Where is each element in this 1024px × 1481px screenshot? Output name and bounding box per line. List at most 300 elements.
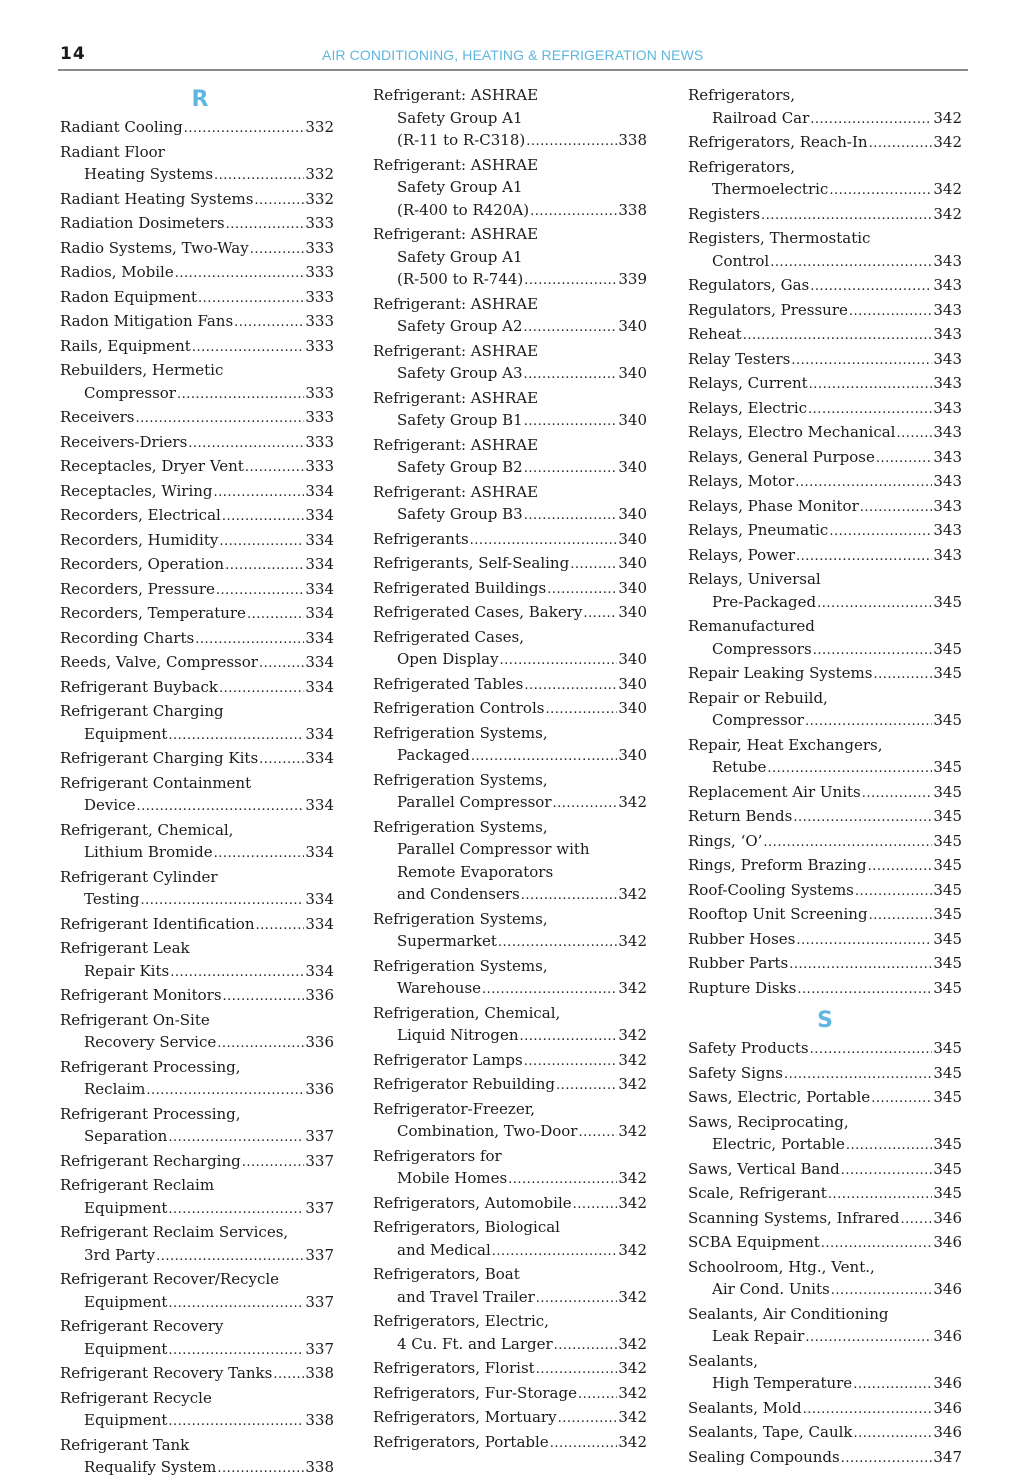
entry-text: Separation — [84, 1127, 168, 1145]
entry-leader-line — [373, 673, 647, 698]
entry-page-number: 334 — [305, 796, 334, 814]
dot-leader — [554, 1335, 618, 1358]
entry-text: Refrigerators, Automobile — [373, 1193, 572, 1212]
entry-text: Regulators, Gas — [688, 276, 810, 294]
entry-text: Refrigeration Systems, — [373, 817, 548, 836]
index-entry — [60, 1315, 334, 1362]
entry-page-number: 342 — [618, 1050, 647, 1069]
entry-leader-line — [60, 382, 334, 407]
dot-leader — [219, 531, 304, 554]
dot-leader — [550, 1433, 618, 1456]
entry-text: Refrigerator Rebuilding — [373, 1075, 555, 1093]
entry-list-col-3 — [688, 84, 962, 1001]
entry-leader-line — [373, 977, 647, 1002]
entry-text: 4 Cu. Ft. and Larger — [397, 1334, 553, 1353]
entry-leader-line — [60, 163, 334, 188]
entry-page-number: 343 — [933, 545, 962, 564]
entry-leader-line — [688, 1037, 962, 1062]
index-entry — [60, 1174, 334, 1221]
entry-text: Recorders, Electrical — [60, 506, 221, 524]
entry-page-number: 342 — [618, 1193, 647, 1212]
index-entry — [60, 1362, 334, 1387]
entry-page-number: 345 — [933, 807, 962, 825]
entry-leader-line — [60, 529, 334, 554]
entry-page-number: 333 — [305, 263, 334, 281]
entry-text: Rings, ‘O’ — [688, 831, 763, 850]
entry-page-number: 343 — [933, 300, 962, 319]
entry-page-number: 345 — [933, 1063, 962, 1082]
entry-text: Safety Signs — [688, 1063, 783, 1082]
dot-leader — [813, 640, 933, 663]
index-entry — [60, 819, 334, 866]
entry-text: Rubber Parts — [688, 954, 789, 972]
index-entry — [373, 387, 647, 434]
entry-text: Relays, Phase Monitor — [688, 496, 859, 515]
entry-text: Registers — [688, 204, 761, 223]
entry-leader-line — [373, 129, 647, 154]
entry-text: Refrigerants — [373, 529, 469, 548]
entry-leader-line — [60, 1338, 334, 1363]
entry-leader-line — [688, 591, 962, 616]
entry-leader-line — [688, 544, 962, 569]
entry-leader-line — [60, 237, 334, 262]
dot-leader — [168, 1293, 304, 1316]
entry-text: Equipment — [84, 1339, 168, 1358]
entry-page-number: 332 — [305, 189, 334, 208]
dot-leader — [524, 270, 617, 293]
dot-leader — [188, 433, 304, 456]
entry-text: Saws, Vertical Band — [688, 1159, 840, 1178]
entry-page-number: 343 — [933, 521, 962, 539]
entry-text: Sealants, — [688, 1351, 758, 1370]
entry-leader-line — [60, 723, 334, 748]
dot-leader — [256, 915, 305, 938]
entry-text: Sealants, Air Conditioning — [688, 1304, 889, 1323]
entry-page-number: 340 — [618, 699, 647, 717]
index-entry — [60, 335, 334, 360]
dot-leader — [234, 312, 304, 335]
entry-text: Recorders, Temperature — [60, 604, 246, 622]
entry-text: 3rd Party — [84, 1245, 156, 1264]
dot-leader — [273, 1364, 304, 1387]
entry-leader-line — [60, 1150, 334, 1175]
entry-text: Radiant Floor — [60, 142, 165, 161]
dot-leader — [222, 506, 305, 529]
entry-leader-line — [373, 268, 647, 293]
index-entry — [60, 116, 334, 141]
entry-text: and Travel Trailer — [397, 1287, 535, 1306]
dot-leader — [524, 458, 618, 481]
index-entry — [373, 1192, 647, 1217]
entry-page-number: 338 — [305, 1458, 334, 1476]
entry-page-number: 340 — [618, 603, 647, 621]
entry-text: Recorders, Humidity — [60, 530, 219, 549]
entry-text: Parallel Compressor — [397, 793, 552, 811]
entry-page-number: 345 — [933, 758, 962, 776]
index-entry — [688, 1207, 962, 1232]
entry-text: Scale, Refrigerant — [688, 1184, 827, 1202]
entry-text: Saws, Reciprocating, — [688, 1112, 849, 1131]
entry-leader-line — [373, 1073, 647, 1098]
entry-leader-line — [688, 854, 962, 879]
entry-text: Warehouse — [397, 979, 482, 997]
entry-text: Safety Group B3 — [397, 505, 523, 523]
entry-text: Safety Group B1 — [397, 411, 523, 429]
entry-leader-line — [373, 744, 647, 769]
entry-page-number: 333 — [305, 312, 334, 330]
index-entry — [688, 1231, 962, 1256]
dot-leader — [214, 482, 305, 505]
entry-leader-line — [60, 335, 334, 360]
entry-page-number: 342 — [618, 1169, 647, 1187]
entry-text: Radiation Dosimeters — [60, 214, 225, 232]
entry-leader-line — [373, 648, 647, 673]
dot-leader — [900, 1209, 932, 1232]
entry-page-number: 346 — [933, 1208, 962, 1227]
index-entry — [688, 854, 962, 879]
dot-leader — [795, 472, 932, 495]
dot-leader — [809, 374, 933, 397]
dot-leader — [524, 675, 617, 698]
index-entry — [373, 84, 647, 154]
entry-page-number: 342 — [618, 793, 647, 811]
dot-leader — [763, 832, 932, 855]
entry-text: Leak Repair — [712, 1327, 805, 1345]
entry-leader-line — [688, 1397, 962, 1422]
index-entry — [373, 1310, 647, 1357]
entry-page-number: 342 — [933, 180, 962, 198]
entry-page-number: 332 — [305, 118, 334, 136]
entry-page-number: 343 — [933, 349, 962, 368]
entry-page-number: 340 — [618, 578, 647, 597]
index-entry — [373, 1263, 647, 1310]
entry-leader-line — [373, 1120, 647, 1145]
index-entry — [688, 734, 962, 781]
entry-text: Refrigerant: ASHRAE — [373, 225, 539, 243]
index-entry — [688, 348, 962, 373]
index-entry — [373, 1073, 647, 1098]
entry-page-number: 343 — [933, 251, 962, 270]
entry-leader-line — [688, 372, 962, 397]
entry-page-number: 340 — [618, 746, 647, 764]
index-entry — [688, 227, 962, 274]
entry-page-number: 342 — [618, 1287, 647, 1306]
dot-leader — [547, 579, 617, 602]
entry-leader-line — [60, 480, 334, 505]
entry-text: and Condensers — [397, 885, 520, 903]
entry-text: Mobile Homes — [397, 1169, 508, 1187]
entry-text: Recorders, Operation — [60, 555, 225, 573]
entry-page-number: 343 — [933, 325, 962, 343]
entry-text: Refrigerators, Biological — [373, 1218, 560, 1236]
entry-leader-line — [688, 903, 962, 928]
entry-text: Repair, Heat Exchangers, — [688, 735, 883, 754]
entry-page-number: 345 — [933, 782, 962, 801]
entry-text: Receptacles, Dryer Vent — [60, 457, 244, 475]
entry-text: SCBA Equipment — [688, 1233, 820, 1251]
index-entry — [688, 952, 962, 977]
entry-text: Relays, Motor — [688, 472, 795, 490]
entry-leader-line — [688, 1446, 962, 1471]
entry-text: Rupture Disks — [688, 978, 797, 997]
entry-page-number: 337 — [305, 1127, 334, 1145]
entry-page-number: 346 — [933, 1233, 962, 1251]
index-entry — [688, 1158, 962, 1183]
entry-page-number: 345 — [933, 639, 962, 658]
entry-page-number: 334 — [305, 914, 334, 933]
entry-text: Refrigerant Recovery Tanks — [60, 1364, 273, 1382]
entry-page-number: 338 — [305, 1364, 334, 1382]
index-entry — [688, 446, 962, 471]
index-entry — [373, 1216, 647, 1263]
index-entry — [373, 816, 647, 908]
entry-leader-line — [688, 977, 962, 1002]
entry-leader-line — [60, 1456, 334, 1481]
entry-leader-line — [60, 455, 334, 480]
entry-text: Refrigerant Reclaim — [60, 1176, 215, 1194]
entry-leader-line — [688, 1182, 962, 1207]
dot-leader — [869, 133, 933, 156]
index-entry — [60, 1268, 334, 1315]
index-entry — [60, 651, 334, 676]
entry-page-number: 345 — [933, 1135, 962, 1153]
index-entry — [688, 323, 962, 348]
entry-text: Refrigerant, Chemical, — [60, 820, 234, 839]
entry-leader-line — [60, 913, 334, 938]
entry-leader-line — [60, 794, 334, 819]
entry-page-number: 338 — [618, 131, 647, 149]
index-entry — [60, 237, 334, 262]
entry-leader-line — [688, 107, 962, 132]
entry-leader-line — [688, 446, 962, 471]
entry-page-number: 345 — [933, 954, 962, 972]
entry-page-number: 338 — [305, 1411, 334, 1429]
entry-leader-line — [60, 578, 334, 603]
dot-leader — [245, 457, 305, 480]
entry-leader-line — [60, 1197, 334, 1222]
entry-leader-line — [373, 1406, 647, 1431]
entry-text: Refrigerators, — [688, 86, 795, 104]
entry-text: Railroad Car — [712, 108, 810, 127]
entry-leader-line — [60, 1244, 334, 1269]
index-entry — [60, 747, 334, 772]
dot-leader — [810, 276, 932, 299]
entry-page-number: 332 — [305, 165, 334, 183]
entry-page-number: 334 — [305, 961, 334, 980]
entry-text: Refrigerators, Florist — [373, 1359, 535, 1377]
entry-page-number: 347 — [933, 1447, 962, 1466]
dot-leader — [869, 905, 933, 928]
entry-page-number: 334 — [305, 749, 334, 767]
index-entry — [688, 1182, 962, 1207]
entry-text: Relays, Universal — [688, 570, 821, 588]
index-entry — [60, 1434, 334, 1481]
entry-leader-line — [373, 456, 647, 481]
entry-text: Refrigerant: ASHRAE — [373, 435, 539, 454]
index-entry — [60, 1221, 334, 1268]
dot-leader — [217, 1033, 304, 1056]
entry-page-number: 343 — [933, 423, 962, 441]
entry-page-number: 333 — [305, 408, 334, 426]
entry-text: Replacement Air Units — [688, 782, 861, 801]
entry-page-number: 342 — [618, 1122, 647, 1140]
entry-page-number: 345 — [933, 1184, 962, 1202]
entry-leader-line — [373, 552, 647, 577]
dot-leader — [860, 497, 933, 520]
entry-leader-line — [688, 952, 962, 977]
entry-leader-line — [373, 1382, 647, 1407]
dot-leader — [784, 1064, 932, 1087]
dot-leader — [545, 699, 617, 722]
entry-page-number: 334 — [305, 843, 334, 861]
dot-leader — [217, 1458, 304, 1481]
dot-leader — [168, 725, 304, 748]
index-entry — [60, 504, 334, 529]
entry-page-number: 334 — [305, 604, 334, 622]
dot-leader — [791, 350, 932, 373]
entry-leader-line — [688, 519, 962, 544]
entry-page-number: 342 — [618, 1075, 647, 1093]
entry-leader-line — [373, 315, 647, 340]
entry-page-number: 337 — [305, 1198, 334, 1217]
entry-page-number: 342 — [933, 108, 962, 127]
dot-leader — [192, 337, 305, 360]
entry-leader-line — [688, 1372, 962, 1397]
entry-leader-line — [60, 188, 334, 213]
entry-leader-line — [373, 199, 647, 224]
index-entry — [373, 434, 647, 481]
index-entry — [688, 495, 962, 520]
entry-text: Relay Testers — [688, 349, 791, 368]
entry-text: Refrigerant Identification — [60, 914, 255, 933]
index-column-1 — [60, 84, 334, 1481]
entry-text: Recording Charts — [60, 628, 195, 647]
entry-text: Liquid Nitrogen — [397, 1026, 519, 1044]
dot-leader — [508, 1169, 617, 1192]
entry-leader-line — [60, 310, 334, 335]
dot-leader — [821, 1233, 933, 1256]
index-entry — [688, 687, 962, 734]
entry-leader-line — [60, 504, 334, 529]
entry-leader-line — [688, 470, 962, 495]
entry-text: Refrigerant On-Site — [60, 1010, 210, 1029]
entry-text: Scanning Systems, Infrared — [688, 1208, 900, 1227]
dot-leader — [556, 1075, 617, 1098]
entry-leader-line — [60, 676, 334, 701]
index-entry — [373, 154, 647, 224]
entry-text: Sealing Compounds — [688, 1447, 840, 1466]
entry-text: Lithium Bromide — [84, 843, 213, 861]
entry-leader-line — [373, 1167, 647, 1192]
entry-leader-line — [688, 638, 962, 663]
entry-page-number: 340 — [618, 650, 647, 668]
dot-leader — [805, 711, 932, 734]
entry-leader-line — [688, 1421, 962, 1446]
entry-text: Retube — [712, 758, 767, 776]
dot-leader — [168, 1411, 304, 1434]
entry-leader-line — [373, 601, 647, 626]
dot-leader — [195, 629, 304, 652]
entry-text: Refrigerators for — [373, 1146, 502, 1165]
entry-text: Refrigerant Recover/Recycle — [60, 1270, 280, 1288]
dot-leader — [553, 793, 618, 816]
dot-leader — [175, 263, 305, 286]
index-entry — [373, 601, 647, 626]
entry-text: Refrigerators, Fur-Storage — [373, 1383, 577, 1402]
entry-page-number: 337 — [305, 1245, 334, 1264]
entry-leader-line — [373, 528, 647, 553]
index-entry — [688, 928, 962, 953]
entry-text: Refrigeration Systems, — [373, 770, 548, 789]
entry-text: Refrigerators, Portable — [373, 1432, 549, 1451]
index-entry — [688, 131, 962, 156]
dot-leader — [570, 554, 617, 577]
entry-text: Remanufactured — [688, 617, 815, 635]
entry-text: Refrigerant Containment — [60, 773, 252, 792]
dot-leader — [578, 1384, 617, 1407]
dot-leader — [250, 239, 305, 262]
entry-page-number: 333 — [305, 336, 334, 355]
dot-leader — [219, 678, 304, 701]
dot-leader — [524, 364, 618, 387]
entry-page-number: 342 — [933, 204, 962, 223]
index-entry — [60, 286, 334, 311]
entry-page-number: 346 — [933, 1423, 962, 1441]
entry-page-number: 340 — [618, 674, 647, 693]
dot-leader — [524, 505, 618, 528]
entry-page-number: 345 — [933, 664, 962, 682]
entry-leader-line — [60, 406, 334, 431]
dot-leader — [471, 746, 617, 769]
index-entry — [60, 212, 334, 237]
entry-text: Rings, Preform Brazing — [688, 856, 867, 874]
entry-page-number: 333 — [305, 287, 334, 306]
entry-page-number: 342 — [618, 979, 647, 997]
entry-leader-line — [373, 1357, 647, 1382]
index-entry — [60, 261, 334, 286]
entry-page-number: 345 — [933, 1088, 962, 1106]
entry-text: Packaged — [397, 746, 470, 764]
entry-page-number: 334 — [305, 579, 334, 598]
entry-leader-line — [688, 709, 962, 734]
index-entry — [688, 1062, 962, 1087]
entry-page-number: 334 — [305, 653, 334, 671]
dot-leader — [862, 783, 933, 806]
entry-page-number: 337 — [305, 1151, 334, 1170]
entry-text: Safety Group A1 — [397, 178, 523, 196]
dot-leader — [829, 180, 932, 203]
index-entry — [60, 866, 334, 913]
entry-page-number: 345 — [933, 1039, 962, 1057]
dot-leader — [855, 881, 932, 904]
index-entry — [373, 577, 647, 602]
entry-text: Relays, Pneumatic — [688, 521, 829, 539]
entry-page-number: 345 — [933, 856, 962, 874]
entry-leader-line — [688, 397, 962, 422]
header-rule — [58, 69, 968, 71]
entry-page-number: 342 — [618, 932, 647, 950]
entry-text: Recorders, Pressure — [60, 579, 215, 598]
entry-page-number: 336 — [305, 1033, 334, 1051]
entry-page-number: 343 — [933, 276, 962, 294]
entry-text: Refrigerant Buyback — [60, 677, 218, 696]
entry-leader-line — [60, 1031, 334, 1056]
entry-leader-line — [60, 602, 334, 627]
entry-leader-line — [688, 250, 962, 275]
entry-text: Rails, Equipment — [60, 336, 191, 355]
index-entry — [688, 203, 962, 228]
entry-page-number: 334 — [305, 628, 334, 647]
